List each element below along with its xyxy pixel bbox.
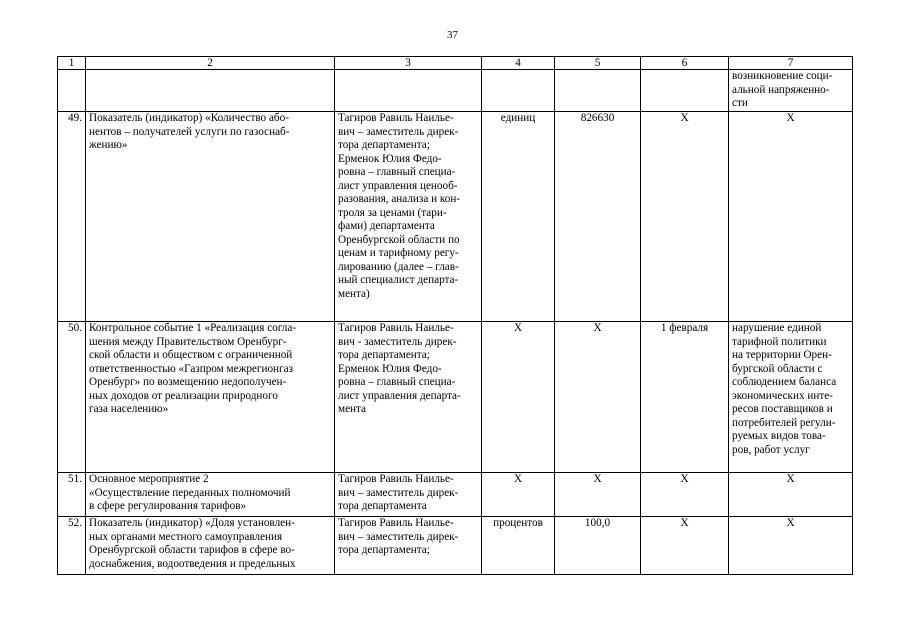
row-date: Х <box>641 517 729 575</box>
row-number: 52. <box>58 517 86 575</box>
table-row <box>58 112 853 322</box>
row-responsible: Тагиров Равиль Наилье- вич – заместитель дирек- тора департамента; Ерменок Юлия Федо- ровна – главный специа- лист управления ценооб- разования, анализа и кон- троля за ценами (тари- фами) департамента Оренбургской области по ценам и тарифному регу- лированию (далее – глав- ный специалист департа- мента) <box>335 112 482 322</box>
column-header: 4 <box>482 57 555 70</box>
column-header: 7 <box>729 57 853 70</box>
row-risk: Х <box>729 517 853 575</box>
column-header: 6 <box>641 57 729 70</box>
row-name: Основное мероприятие 2 «Осуществление переданных полномочий в сфере регулирования тарифов» <box>86 473 335 517</box>
row-date: Х <box>641 112 729 322</box>
row-unit <box>482 70 555 112</box>
row-number: 51. <box>58 473 86 517</box>
row-risk: возникновение соци- альной напряженно- сти <box>729 70 853 112</box>
row-name: Показатель (индикатор) «Доля установлен- ных органами местного самоуправления Оренбургской области тарифов в сфере во- доснабжения, водоотведения и предельных <box>86 517 335 575</box>
table-row <box>58 517 853 575</box>
column-header: 1 <box>58 57 86 70</box>
page-number: 37 <box>447 29 458 41</box>
row-responsible: Тагиров Равиль Наилье- вич – заместитель дирек- тора департамента <box>335 473 482 517</box>
row-value: 826630 <box>555 112 641 322</box>
column-header: 2 <box>86 57 335 70</box>
row-responsible: Тагиров Равиль Наилье- вич – заместитель дирек- тора департамента; <box>335 517 482 575</box>
row-responsible: Тагиров Равиль Наилье- вич - заместитель дирек- тора департамента; Ерменок Юлия Федо- ровна – главный специа- лист управления департа- мента <box>335 322 482 473</box>
row-unit: процентов <box>482 517 555 575</box>
column-header: 5 <box>555 57 641 70</box>
row-name <box>86 70 335 112</box>
row-unit: Х <box>482 473 555 517</box>
row-number <box>58 70 86 112</box>
row-responsible <box>335 70 482 112</box>
row-risk: нарушение единой тарифной политики на территории Орен- бургской области с соблюдением баланса экономических инте- ресов поставщиков и потребителей регули- руемых видов това- ров, работ услуг <box>729 322 853 473</box>
row-date: 1 февраля <box>641 322 729 473</box>
table-row <box>58 322 853 473</box>
header-row <box>58 57 853 70</box>
row-number: 49. <box>58 112 86 322</box>
row-date: Х <box>641 473 729 517</box>
table-row <box>58 473 853 517</box>
row-unit: Х <box>482 322 555 473</box>
row-value: Х <box>555 322 641 473</box>
row-risk: Х <box>729 473 853 517</box>
table-row <box>58 70 853 112</box>
row-value <box>555 70 641 112</box>
row-number: 50. <box>58 322 86 473</box>
row-value: 100,0 <box>555 517 641 575</box>
plan-table <box>57 56 853 575</box>
row-risk: Х <box>729 112 853 322</box>
row-unit: единиц <box>482 112 555 322</box>
row-name: Показатель (индикатор) «Количество або- нентов – получателей услуги по газоснаб- жению» <box>86 112 335 322</box>
column-header: 3 <box>335 57 482 70</box>
row-date <box>641 70 729 112</box>
row-name: Контрольное событие 1 «Реализация согла- шения между Правительством Оренбург- ской области и обществом с ограниченной ответственностью «Газпром межрегионгаз Оренбург» по возмещению недополучен- ных доходов от реализации природного газа населению» <box>86 322 335 473</box>
row-value: Х <box>555 473 641 517</box>
